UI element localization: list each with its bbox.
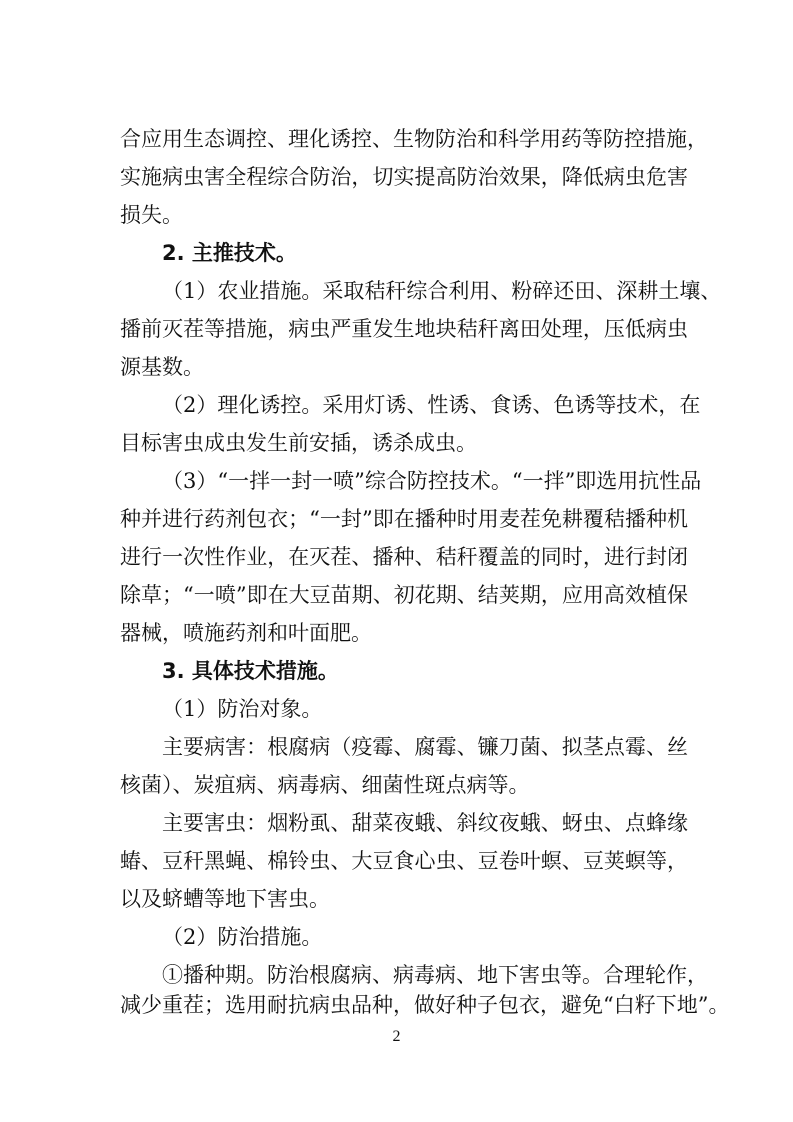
paragraph-line: 除草；“一喷”即在大豆苗期、初花期、结荚期，应用高效植保 (120, 583, 688, 607)
paragraph-line: 播前灭茬等措施，病虫严重发生地块秸秆离田处理，压低病虫 (120, 317, 688, 341)
paragraph-line: 主要害虫：烟粉虱、甜菜夜蛾、斜纹夜蛾、蚜虫、点蜂缘 (162, 811, 688, 835)
paragraph-line: 器械，喷施药剂和叶面肥。 (120, 621, 372, 645)
paragraph-line: 种并进行药剂包衣；“一封”即在播种时用麦茬免耕覆秸播种机 (120, 507, 688, 531)
paragraph-line: （2）理化诱控。采用灯诱、性诱、食诱、色诱等技术，在 (162, 393, 701, 417)
paragraph-line: ①播种期。防治根腐病、病毒病、地下害虫等。合理轮作， (162, 963, 708, 987)
paragraph-line: 进行一次性作业，在灭茬、播种、秸秆覆盖的同时，进行封闭 (120, 545, 688, 569)
paragraph-line: （1）农业措施。采取秸秆综合利用、粉碎还田、深耕土壤、 (162, 279, 722, 303)
paragraph-line: （2）防治措施。 (162, 925, 323, 949)
paragraph-line: （3）“一拌一封一喷”综合防控技术。“一拌”即选用抗性品 (162, 469, 702, 493)
paragraph-line: 以及蛴螬等地下害虫。 (120, 887, 330, 911)
paragraph-line: 核菌）、炭疽病、病毒病、细菌性斑点病等。 (120, 773, 530, 797)
paragraph-line: 源基数。 (120, 355, 204, 379)
paragraph-line: 目标害虫成虫发生前安插，诱杀成虫。 (120, 431, 477, 455)
paragraph-line: 蝽、豆秆黑蝇、棉铃虫、大豆食心虫、豆卷叶螟、豆荚螟等， (120, 849, 688, 873)
section-heading: 2. 主推技术。 (162, 241, 297, 265)
page-number: 2 (392, 1028, 401, 1045)
paragraph-line: 减少重茬；选用耐抗病虫品种，做好种子包衣，避免“白籽下地”。 (120, 993, 730, 1017)
paragraph-line: （1）防治对象。 (162, 697, 323, 721)
paragraph-line: 损失。 (120, 203, 183, 227)
paragraph-line: 主要病害：根腐病（疫霉、腐霉、镰刀菌、拟茎点霉、丝 (162, 735, 688, 759)
paragraph-line: 合应用生态调控、理化诱控、生物防治和科学用药等防控措施， (120, 127, 708, 151)
section-heading: 3. 具体技术措施。 (162, 659, 339, 683)
paragraph-line: 实施病虫害全程综合防治，切实提高防治效果，降低病虫危害 (120, 165, 688, 189)
